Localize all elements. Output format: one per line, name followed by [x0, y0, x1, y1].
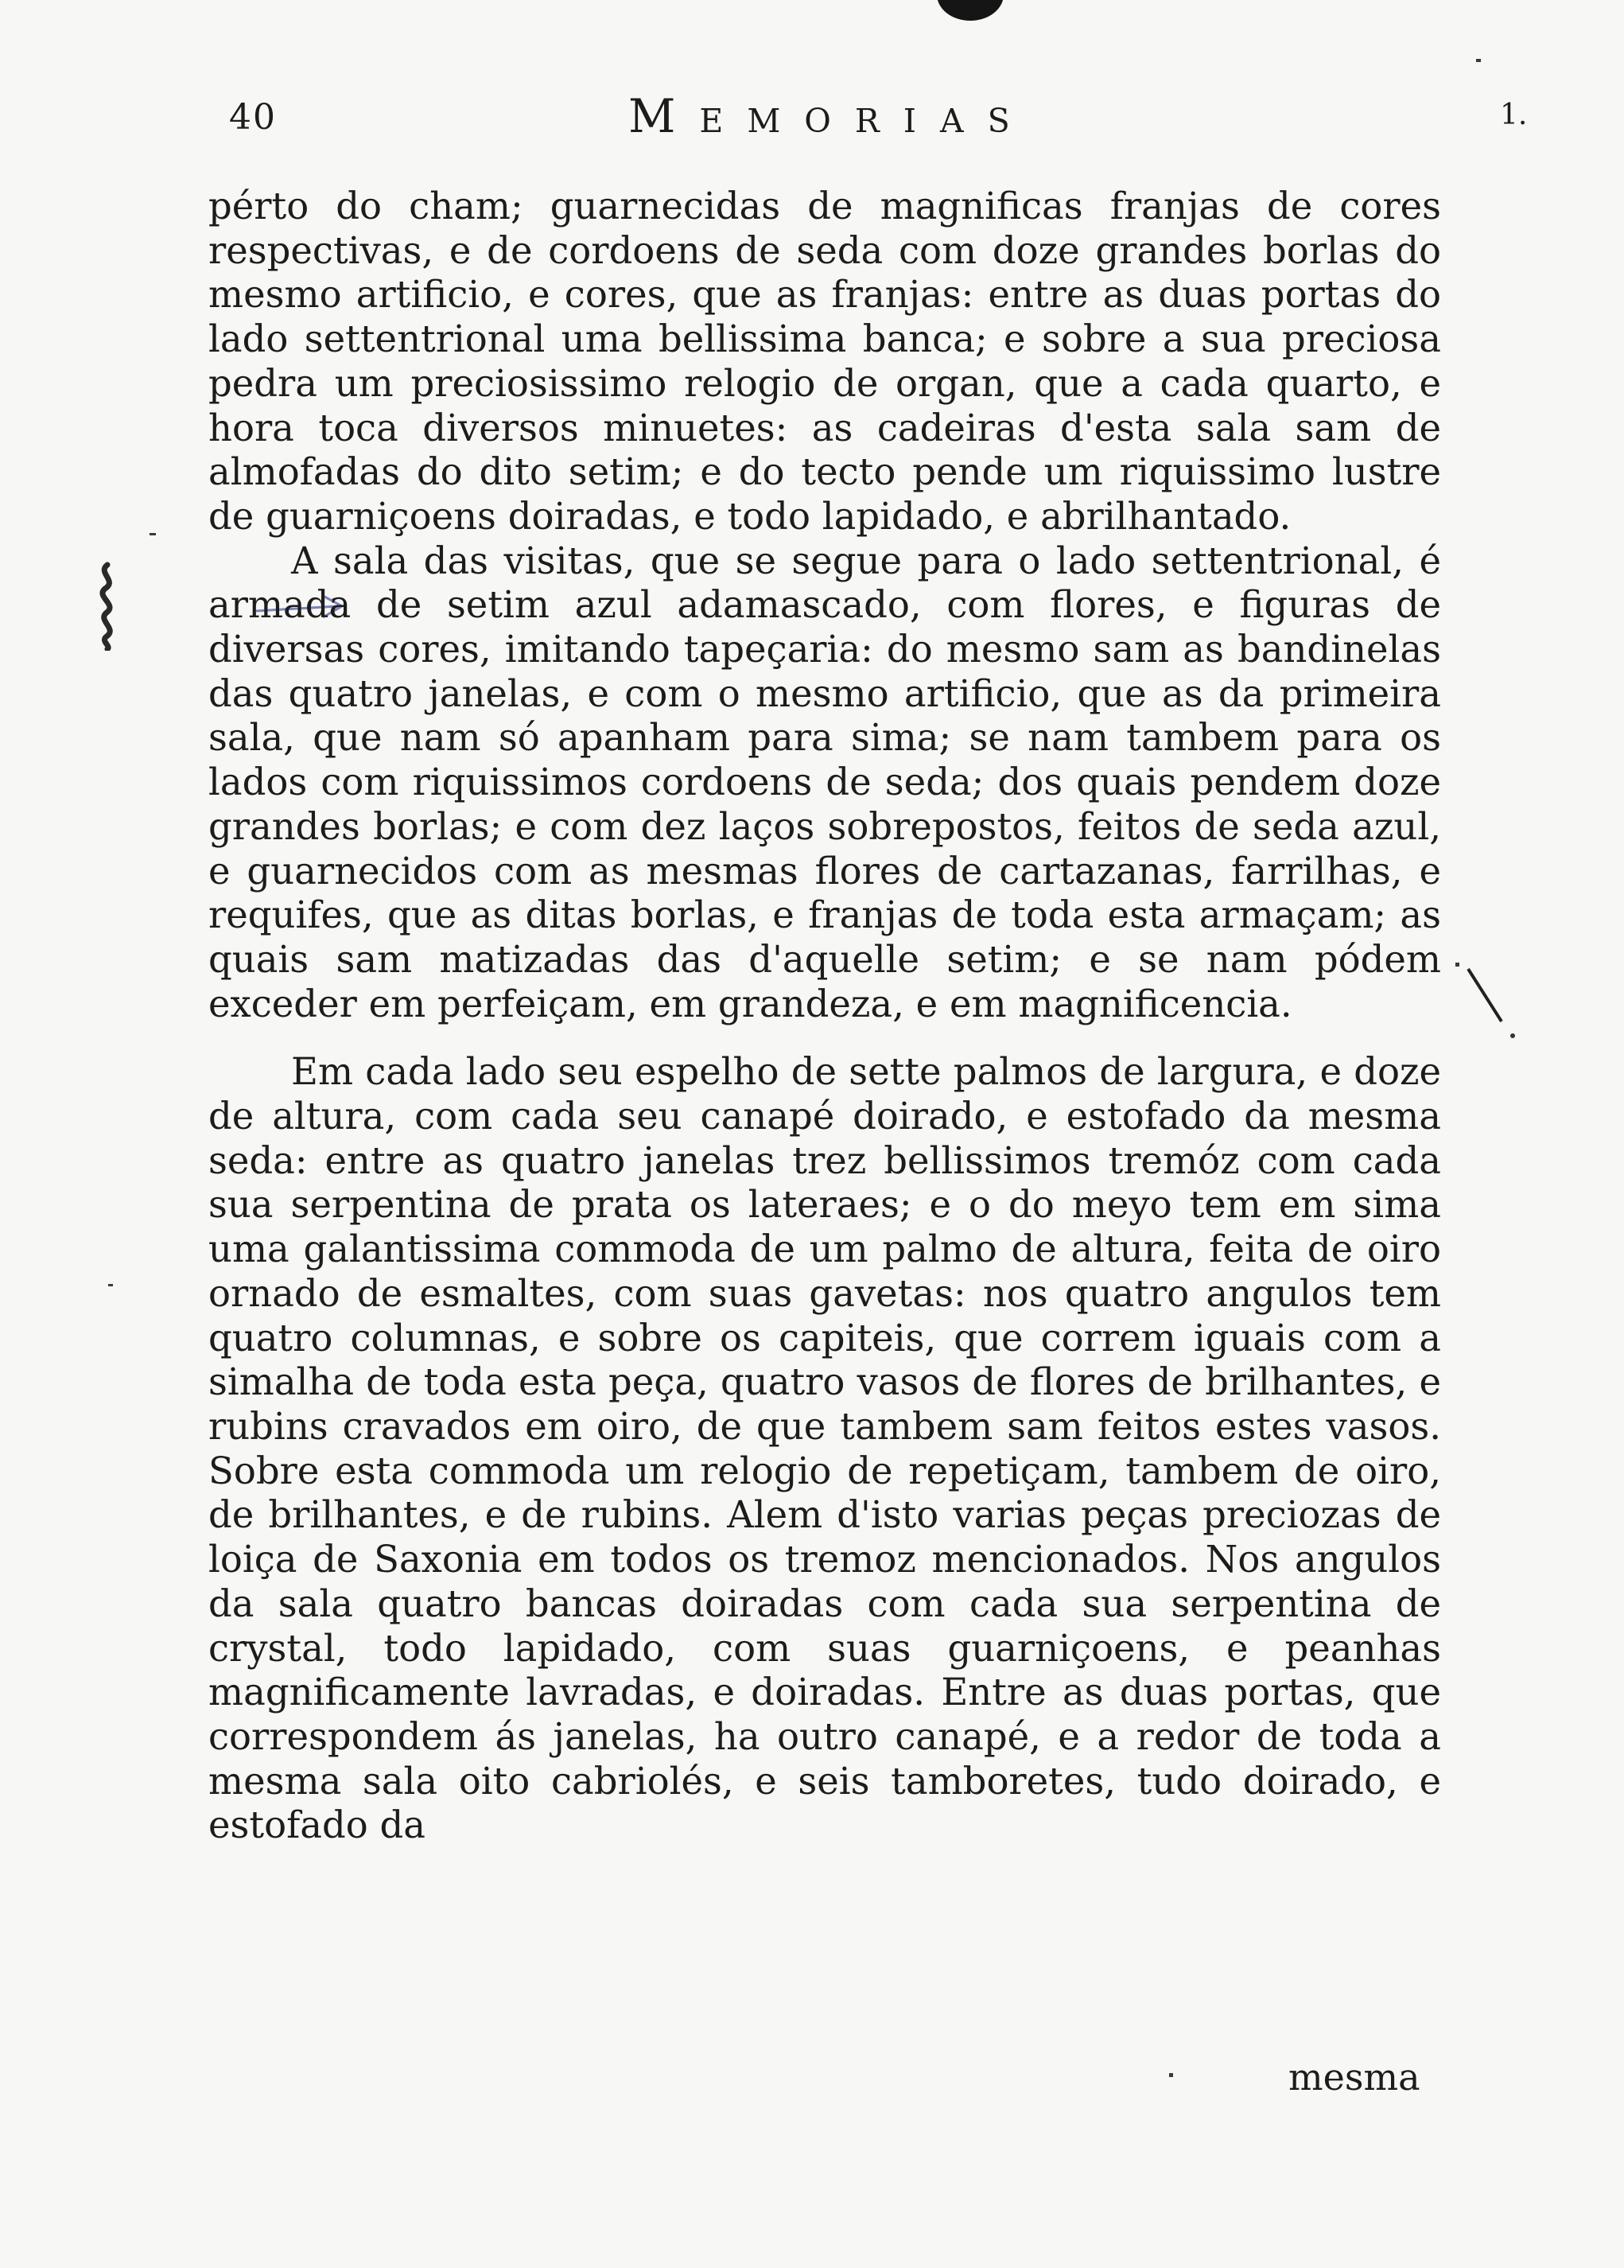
page-number: 40	[229, 97, 277, 138]
running-head: Memorias	[628, 89, 1034, 143]
paragraph: pérto do cham; guarnecidas de magnificas franjas de cores respectivas, e de cordoens de seda com doze grandes borlas do mesmo artificio, e cores, que as franjas: entre as duas portas do lado settentrional uma bellissima banca; e sobre a sua preciosa pedra um preciosissimo relogio de organ, que a cada quarto, e hora toca diversos minuetes: as cadeiras d'esta sala sam de almofadas do dito setim; e do tecto pende um riquissimo lustre de guarniçoens doiradas, e todo lapidado, e abrilhantado.	[208, 185, 1441, 538]
margin-slash-mark	[1463, 966, 1519, 1042]
paragraph: A sala das visitas, que se segue para o lado settentrional, é armada de setim azul adamascado, com flores, e figuras de diversas cores, imitando tapeçaria: do mesmo sam as bandinelas das quatro janelas, e com o mesmo artificio, que as da primeira sala, que nam só apanham para sima; se nam tambem para os lados com riquissimos cordoens de seda; dos quais pendem doze grandes borlas; e com dez laços sobrepostos, feitos de seda azul, e guarnecidos com as mesmas flores de cartazanas, farrilhas, e requifes, que as ditas borlas, e franjas de toda esta armaçam; as quais sam matizadas das d'aquelle setim; e se nam pódem exceder em perfeiçam, em grandeza, e em magnificencia.	[208, 539, 1441, 1025]
dust-speck	[1169, 2073, 1173, 2077]
corner-mark: 1.	[1500, 99, 1528, 131]
body-text	[208, 185, 1441, 1848]
dust-speck	[150, 533, 156, 535]
page-header	[0, 89, 1624, 145]
ink-blot	[937, 0, 1004, 21]
catchword: mesma	[1288, 2056, 1420, 2099]
paragraph: Em cada lado seu espelho de sette palmos de largura, e doze de altura, com cada seu canapé doirado, e estofado da mesma seda: entre as quatro janelas trez bellissimos tremóz com cada sua serpentina de prata os lateraes; e o do meyo tem em sima uma galantissima commoda de um palmo de altura, feita de oiro ornado de esmaltes, com suas gavetas: nos quatro angulos tem quatro columnas, e sobre os capiteis, que correm iguais com a simalha de toda esta peça, quatro vasos de flores de brilhantes, e rubins cravados em oiro, de que tambem sam feitos estes vasos. Sobre esta commoda um relogio de repetiçam, tambem de oiro, de brilhantes, e de rubins. Alem d'isto varias peças preciozas de loiça de Saxonia em todos os tremoz mencionados. Nos angulos da sala quatro bancas doiradas com cada sua serpentina de crystal, todo lapidado, com suas guarniçoens, e peanhas magnificamente lavradas, e doiradas. Entre as duas portas, que correspondem ás janelas, ha outro canapé, e a redor de toda a mesma sala oito cabriolés, e seis tamboretes, tudo doirado, e estofado da	[208, 1050, 1441, 1847]
dust-speck	[1455, 963, 1459, 967]
dust-speck	[108, 1284, 113, 1286]
margin-squiggle-mark	[94, 562, 121, 651]
dust-speck	[1476, 59, 1481, 62]
